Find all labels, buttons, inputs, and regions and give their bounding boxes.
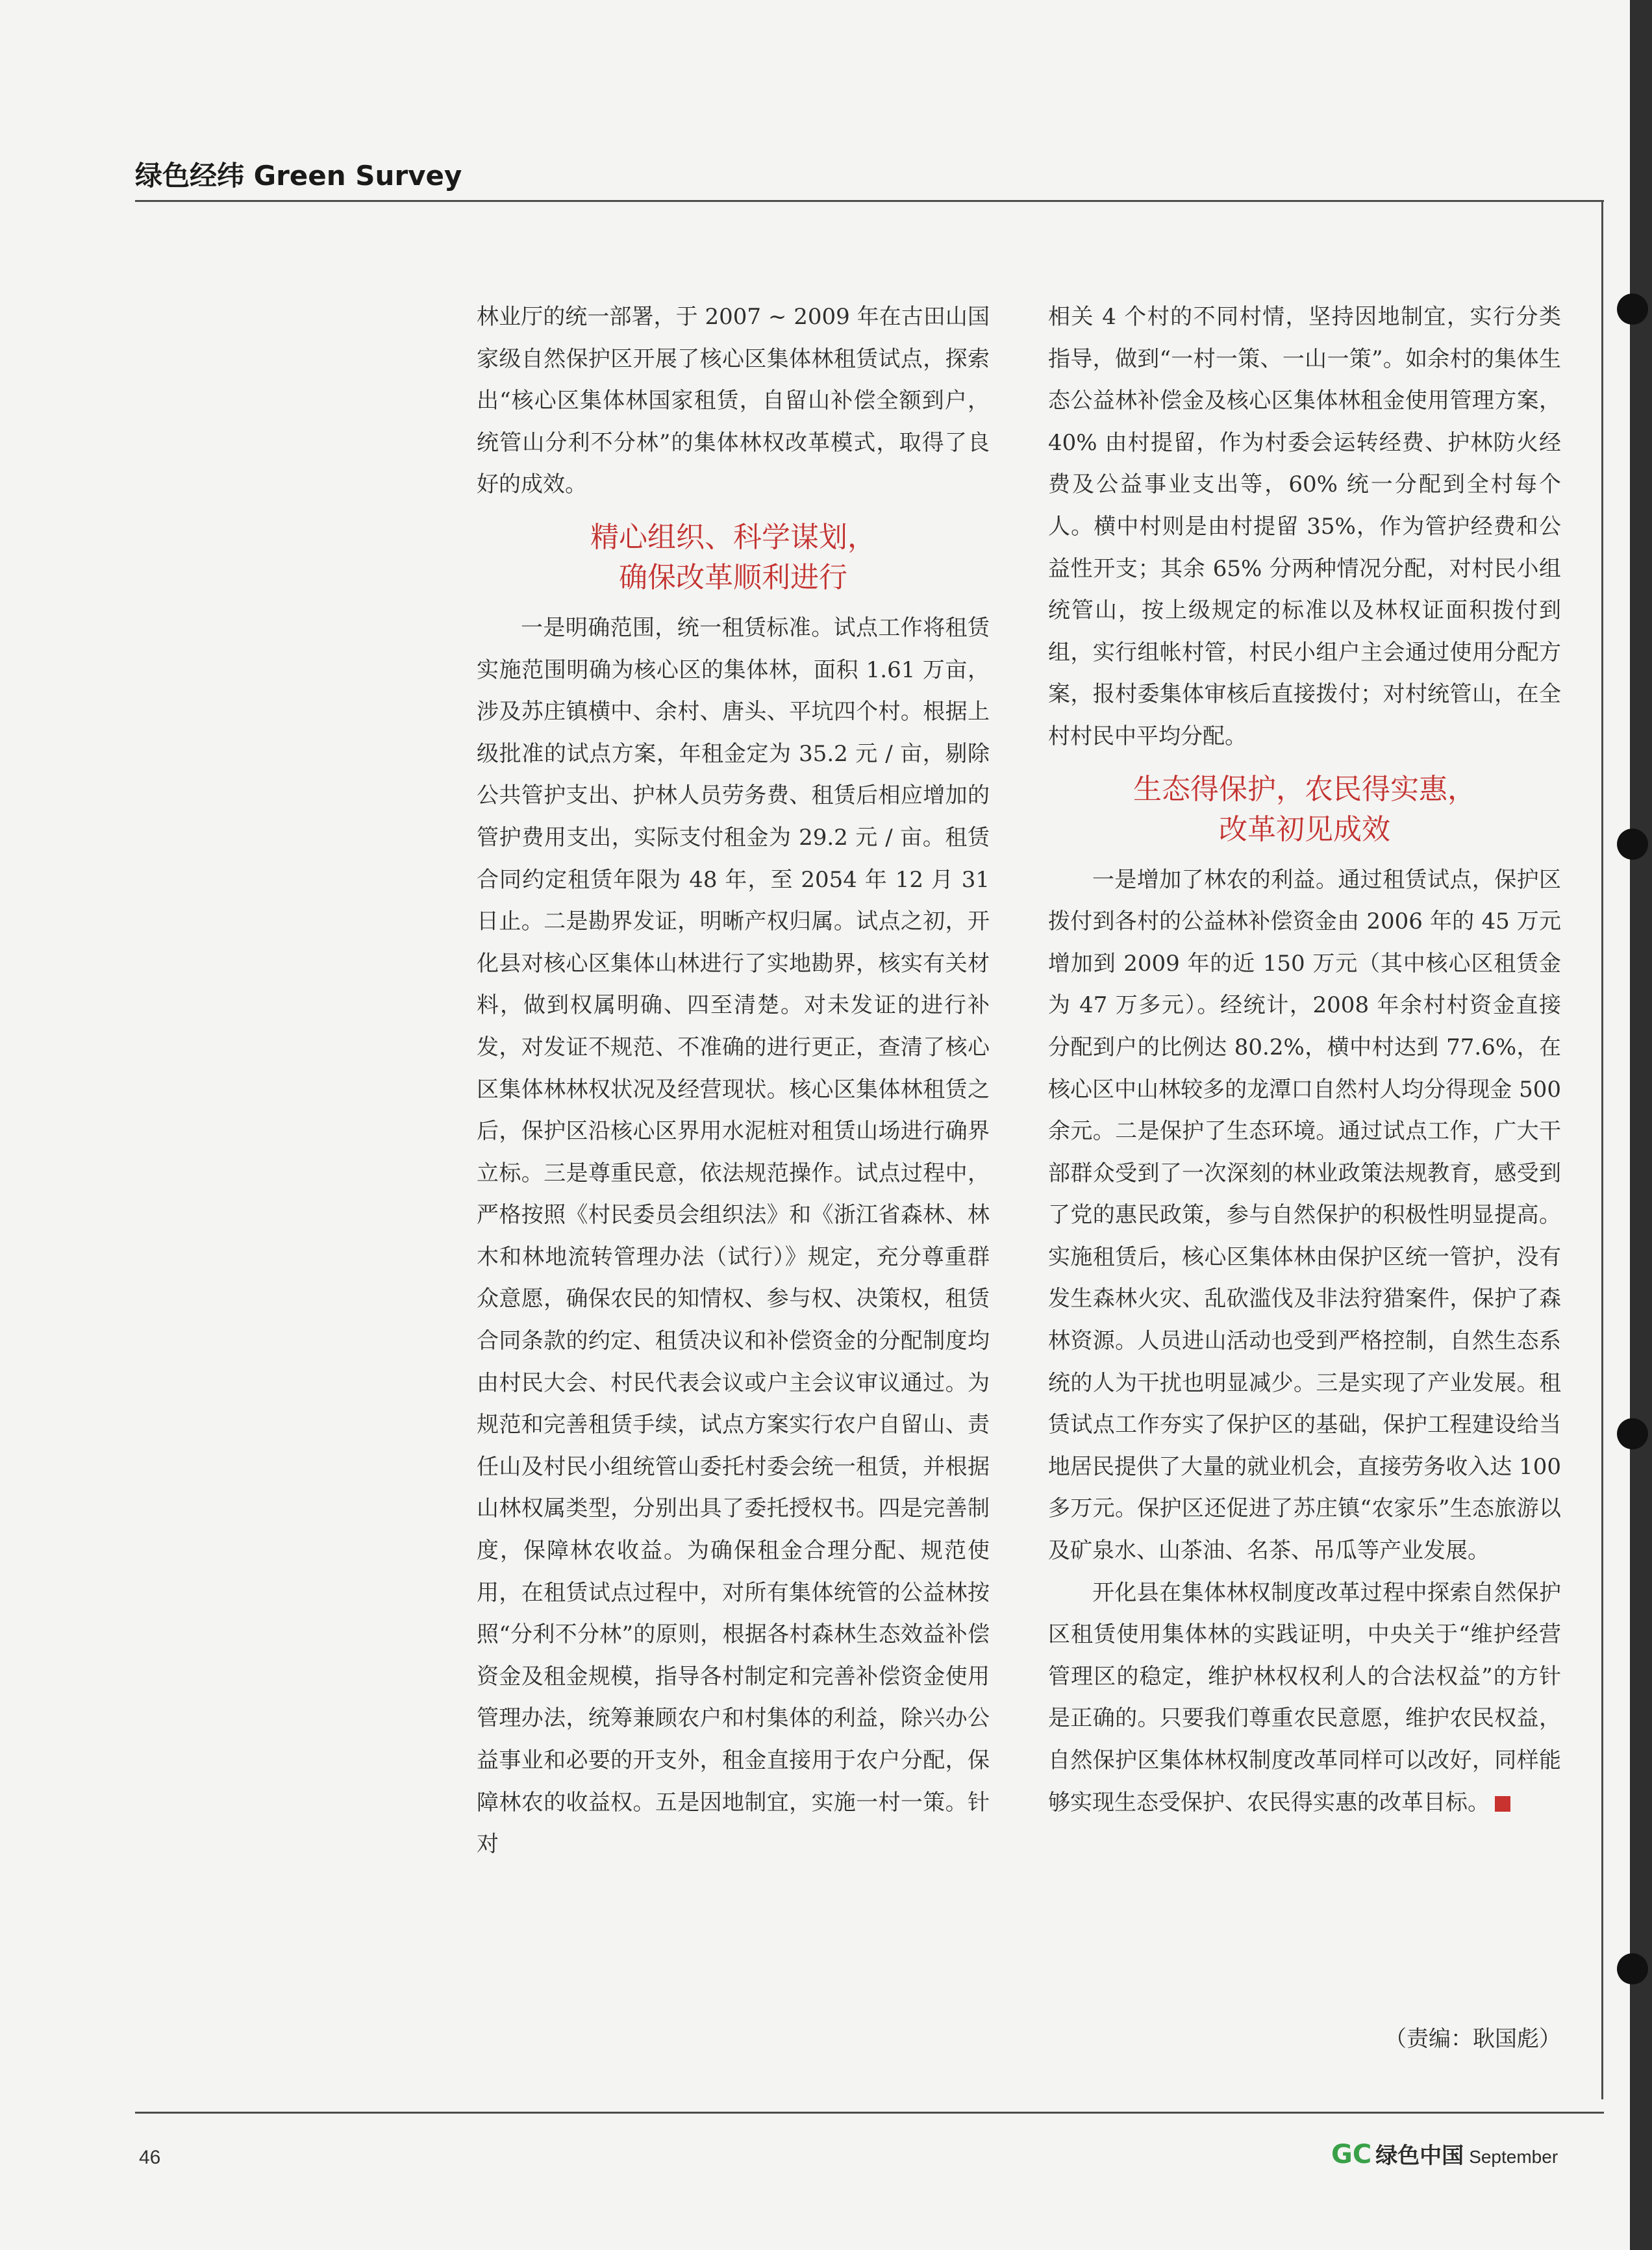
subheading-line: 精心组织、科学谋划， [590,520,876,554]
end-mark-icon [1495,1796,1510,1812]
left-column [477,296,990,1866]
brand-name: 绿色中国 [1375,2143,1464,2169]
page-number: 46 [139,2147,161,2168]
subheading-results [1048,769,1561,850]
section-title: 绿色经纬 Green Survey [135,160,462,192]
punch-hole-icon [1617,1953,1648,1984]
subheading-organize [477,518,990,598]
brand-logo-icon: GC [1331,2140,1372,2169]
body-paragraph: 一是明确范围，统一租赁标准。试点工作将租赁实施范围明确为核心区的集体林，面积 1.61 万亩，涉及苏庄镇横中、余村、唐头、平坑四个村。根据上级批准的试点方案，年租金定为 35.2 元 / 亩，剔除公共管护支出、护林人员劳务费、租赁后相应增加的管护费用支出，实际支付租金为 29.2 元 / 亩。租赁合同约定租赁年限为 48 年，至 2054 年 12 月 31 日止。二是勘界发证，明晰产权归属。试点之初，开化县对核心区集体山林进行了实地勘界，核实有关材料，做到权属明确、四至清楚。对未发证的进行补发，对发证不规范、不准确的进行更正，查清了核心区集体林林权状况及经营现状。核心区集体林租赁之后，保护区沿核心区界用水泥桩对租赁山场进行确界立标。三是尊重民意，依法规范操作。试点过程中，严格按照《村民委员会组织法》和《浙江省森林、林木和林地流转管理办法（试行）》规定，充分尊重群众意愿，确保农民的知情权、参与权、决策权，租赁合同条款的约定、租赁决议和补偿资金的分配制度均由村民大会、村民代表会议或户主会议审议通过。为规范和完善租赁手续，试点方案实行农户自留山、责任山及村民小组统管山委托村委会统一租赁，并根据山林权属类型，分别出具了委托授权书。四是完善制度，保障林农收益。为确保租金合理分配、规范使用，在租赁试点过程中，对所有集体统管的公益林按照“分利不分林”的原则，根据各村森林生态效益补偿资金及租金规模，指导各村制定和完善补偿资金使用管理办法，统筹兼顾农户和村集体的利益，除兴办公益事业和必要的开支外，租金直接用于农户分配，保障林农的收益权。五是因地制宜，实施一村一策。针对 [477,614,990,1858]
issue-month: September [1469,2147,1558,2167]
frame-right-rule [1601,200,1603,2099]
header-rule [135,200,1604,202]
intro-paragraph: 林业厅的统一部署，于 2007 ~ 2009 年在古田山国家级自然保护区开展了核心区集体林租赁试点，探索出“核心区集体林国家租赁，自留山补偿全额到户，统管山分利不分林”的集体林权改革模式，取得了良好的成效。 [477,304,990,498]
punch-hole-icon [1617,294,1648,325]
subheading-line: 确保改革顺利进行 [619,560,847,594]
footer-rule [135,2112,1604,2114]
footer-brand [1331,2138,1558,2169]
conclusion-text: 开化县在集体林权制度改革过程中探索自然保护区租赁使用集体林的实践证明，中央关于“维护经营管理区的稳定，维护林权权利人的合法权益”的方针是正确的。只要我们尊重农民意愿，维护农民权益，自然保护区集体林权制度改革同样可以改好，同样能够实现生态受保护、农民得实惠的改革目标。 [1048,1579,1561,1816]
conclusion-paragraph [1048,1572,1561,1824]
page-edge [1630,0,1652,2250]
right-column [1048,296,1561,1823]
subheading-line: 生态得保护，农民得实惠， [1133,772,1476,806]
editor-credit: （责编：耿国彪） [1384,2026,1561,2052]
punch-hole-icon [1617,1418,1648,1449]
body-paragraph: 一是增加了林农的利益。通过租赁试点，保护区拨付到各村的公益林补偿资金由 2006 年的 45 万元增加到 2009 年的近 150 万元（其中核心区租赁金为 47 万多元）。经统计，2008 年余村村资金直接分配到户的比例达 80.2%，横中村达到 77.6%，在核心区中山林较多的龙潭口自然村人均分得现金 500 余元。二是保护了生态环境。通过试点工作，广大干部群众受到了一次深刻的林业政策法规教育，感受到了党的惠民政策，参与自然保护的积极性明显提高。实施租赁后，核心区集体林由保护区统一管护，没有发生森林火灾、乱砍滥伐及非法狩猎案件，保护了森林资源。人员进山活动也受到严格控制，自然生态系统的人为干扰也明显减少。三是实现了产业发展。租赁试点工作夯实了保护区的基础，保护工程建设给当地居民提供了大量的就业机会，直接劳务收入达 100 多万元。保护区还促进了苏庄镇“农家乐”生态旅游以及矿泉水、山茶油、名茶、吊瓜等产业发展。 [1048,866,1561,1564]
continuation-paragraph: 相关 4 个村的不同村情，坚持因地制宜，实行分类指导，做到“一村一策、一山一策”。如余村的集体生态公益林补偿金及核心区集体林租金使用管理方案，40% 由村提留，作为村委会运转经费、护林防火经费及公益事业支出等，60% 统一分配到全村每个人。横中村则是由村提留 35%，作为管护经费和公益性开支；其余 65% 分两种情况分配，对村民小组统管山，按上级规定的标准以及林权证面积拨付到组，实行组帐村管，村民小组户主会通过使用分配方案，报村委集体审核后直接拨付；对村统管山，在全村村民中平均分配。 [1048,304,1561,749]
punch-hole-icon [1617,829,1648,860]
subheading-line: 改革初见成效 [1219,812,1390,846]
